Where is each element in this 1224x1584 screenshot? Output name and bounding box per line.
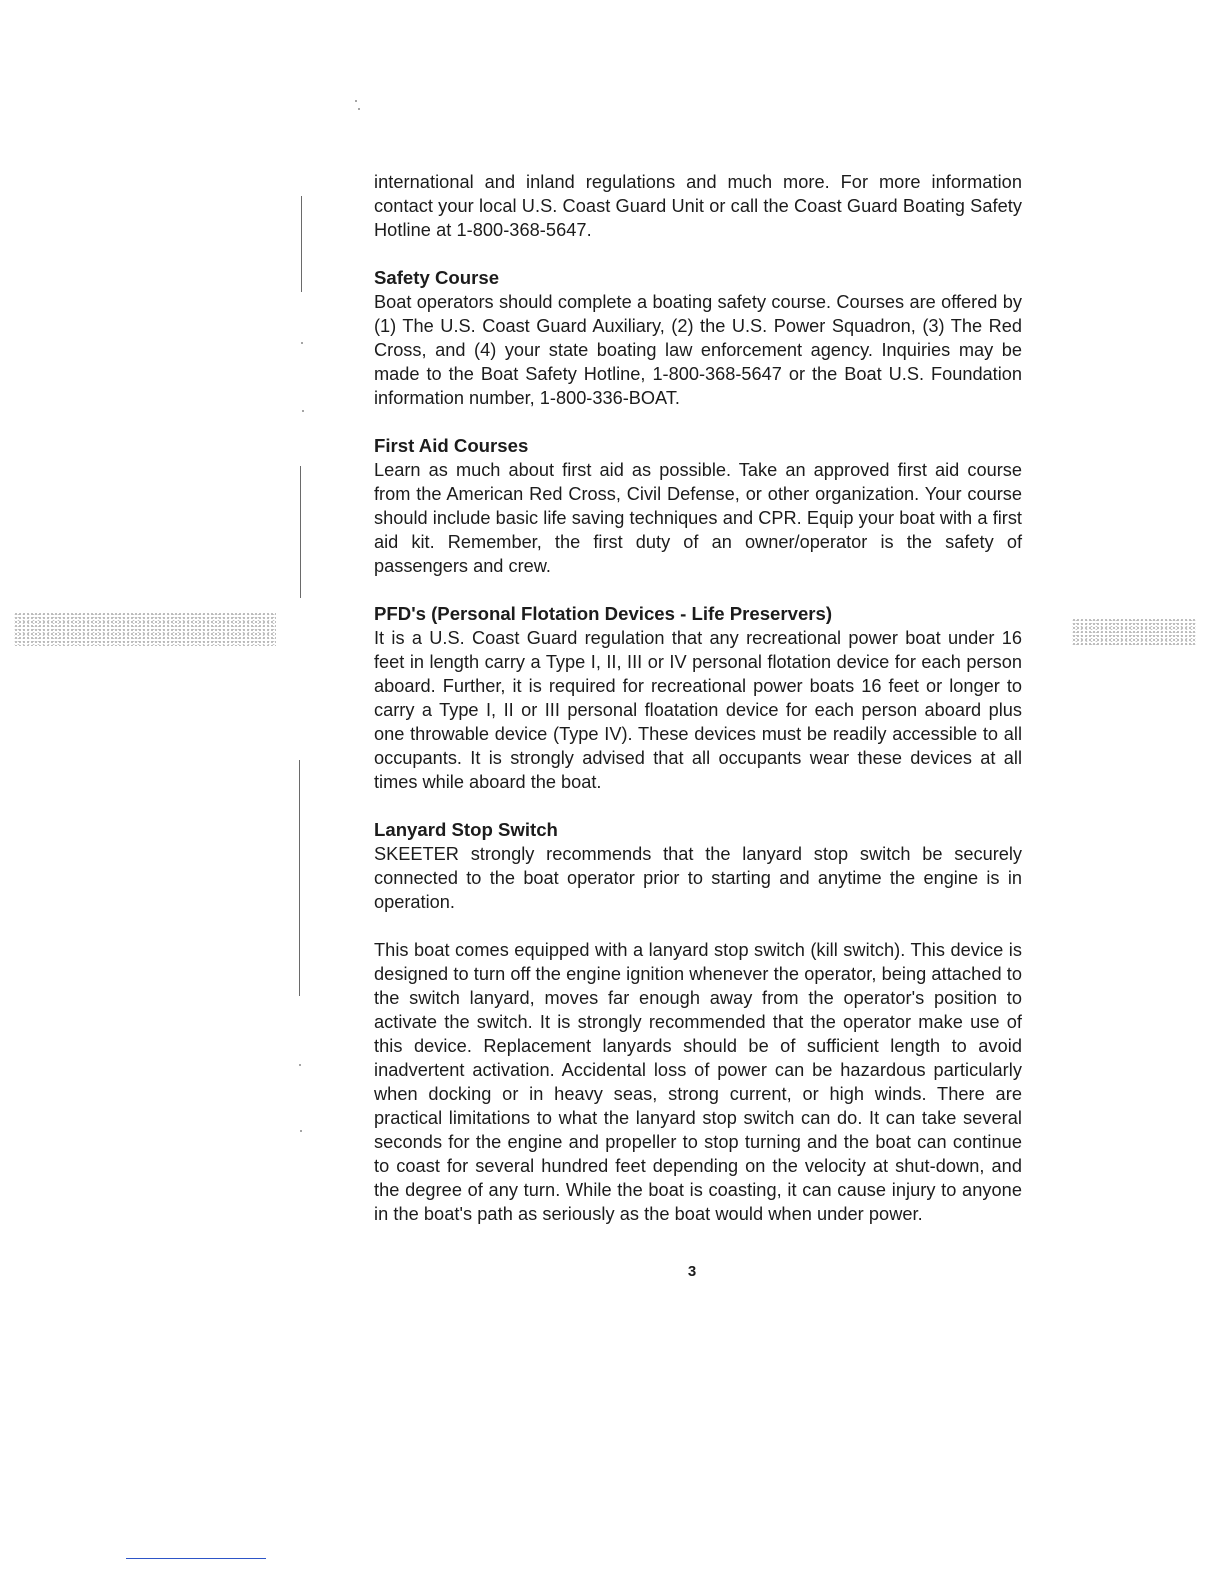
scan-dot [301, 342, 303, 344]
section-lanyard-stop-switch [374, 818, 1022, 914]
section-heading: Lanyard Stop Switch [374, 819, 558, 840]
intro-paragraph: international and inland regulations and much more. For more information contact your local U.S. Coast Guard Unit or call the Coast Guard Boating Safety Hotline at 1-800-368-5647. [374, 172, 1022, 240]
scan-dot [302, 410, 304, 412]
section-safety-course [374, 266, 1022, 410]
section-body: Boat operators should complete a boating safety course. Courses are offered by (1) The U.S. Coast Guard Auxiliary, (2) the U.S. Power Squadron, (3) The Red Cross, and (4) your state boating law enforcement agency. Inquiries may be made to the Boat Safety Hotline, 1-800-368-5647 or the Boat U.S. Foundation information number, 1-800-336-BOAT. [374, 292, 1022, 408]
page-number: 3 [687, 1263, 697, 1280]
scan-margin-line [299, 760, 300, 996]
document-body [374, 170, 1022, 1250]
scan-bottom-rule [126, 1558, 266, 1559]
section-body: SKEETER strongly recommends that the lanyard stop switch be securely connected to the boat operator prior to starting and anytime the engine is in operation. [374, 844, 1022, 912]
section-body: Learn as much about first aid as possible. Take an approved first aid course from the American Red Cross, Civil Defense, or other organization. Your course should include basic life saving techniques and CPR. Equip your boat with a first aid kit. Remember, the first duty of an owner/operator is the safety of passengers and crew. [374, 460, 1022, 576]
section-heading: First Aid Courses [374, 435, 529, 456]
section-body: It is a U.S. Coast Guard regulation that any recreational power boat under 16 feet in length carry a Type I, II, III or IV personal flotation device for each person aboard. Further, it is required for recreational power boats 16 feet or longer to carry a Type I, II or III personal floatation device for each person aboard plus one throwable device (Type IV). These devices must be readily accessible to all occupants. It is strongly advised that all occupants wear these devices at all times while aboard the boat. [374, 628, 1022, 792]
scan-margin-line [301, 196, 302, 292]
section-heading: Safety Course [374, 267, 500, 288]
scan-margin-line [300, 466, 301, 598]
scan-dot [300, 1130, 302, 1132]
scan-dot [355, 100, 357, 102]
section-pfds [374, 602, 1022, 794]
scan-dot [358, 108, 360, 110]
section-first-aid-courses [374, 434, 1022, 578]
scan-dot [299, 1064, 301, 1066]
section-heading: PFD's (Personal Flotation Devices - Life Preservers) [374, 603, 833, 624]
scan-speckle-left [14, 612, 276, 646]
closing-paragraph: This boat comes equipped with a lanyard stop switch (kill switch). This device is designed to turn off the engine ignition whenever the operator, being attached to the switch lanyard, moves far enough away from the operator's position to activate the switch. It is strongly recommended that the operator make use of this device. Replacement lanyards should be of sufficient length to avoid inadvertent activation. Accidental loss of power can be hazardous particularly when docking or in heavy seas, strong current, or high winds. There are practical limitations to what the lanyard stop switch can do. It can take several seconds for the engine and propeller to stop turning and the boat can continue to coast for several hundred feet depending on the velocity at shut-down, and the degree of any turn. While the boat is coasting, it can cause injury to anyone in the boat's path as seriously as the boat would when under power. [374, 940, 1022, 1224]
scan-speckle-right [1072, 618, 1196, 646]
